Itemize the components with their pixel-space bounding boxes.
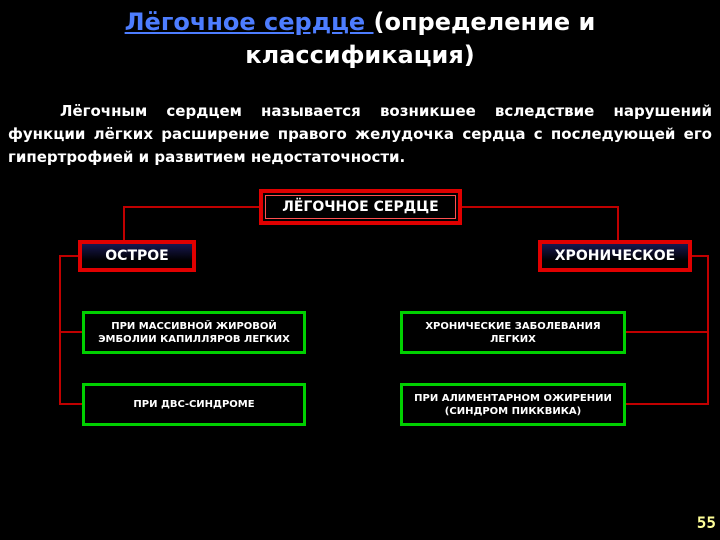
definition-text: Лёгочным сердцем называется возникшее вследствие нарушений функции лёгких расширение правого желудочка сердца с последующей его гипертрофией и развитием недостаточности. xyxy=(8,102,712,166)
title-line2: классификация) xyxy=(245,41,475,69)
connector-acute-items xyxy=(60,256,82,404)
chronic-node: ХРОНИЧЕСКОЕ xyxy=(538,240,692,272)
connector-root-acute xyxy=(124,207,259,240)
page-number: 55 xyxy=(696,513,716,532)
chronic-item-pickwick: ПРИ АЛИМЕНТАРНОМ ОЖИРЕНИИ (СИНДРОМ ПИККВИКА) xyxy=(400,383,626,426)
title-link[interactable]: Лёгочное сердце xyxy=(124,8,374,36)
root-node xyxy=(259,189,462,225)
acute-item-dic: ПРИ ДВС-СИНДРОМЕ xyxy=(82,383,306,426)
acute-item-fat-embolism: ПРИ МАССИВНОЙ ЖИРОВОЙ ЭМБОЛИИ КАПИЛЛЯРОВ ЛЕГКИХ xyxy=(82,311,306,354)
connector-chronic-items xyxy=(626,256,708,404)
connector-root-chronic xyxy=(462,207,618,240)
root-node-label: ЛЁГОЧНОЕ СЕРДЦЕ xyxy=(265,195,456,219)
title-line1-rest: (определение и xyxy=(373,8,596,36)
chronic-item-lung-disease: ХРОНИЧЕСКИЕ ЗАБОЛЕВАНИЯ ЛЕГКИХ xyxy=(400,311,626,354)
acute-node: ОСТРОЕ xyxy=(78,240,196,272)
